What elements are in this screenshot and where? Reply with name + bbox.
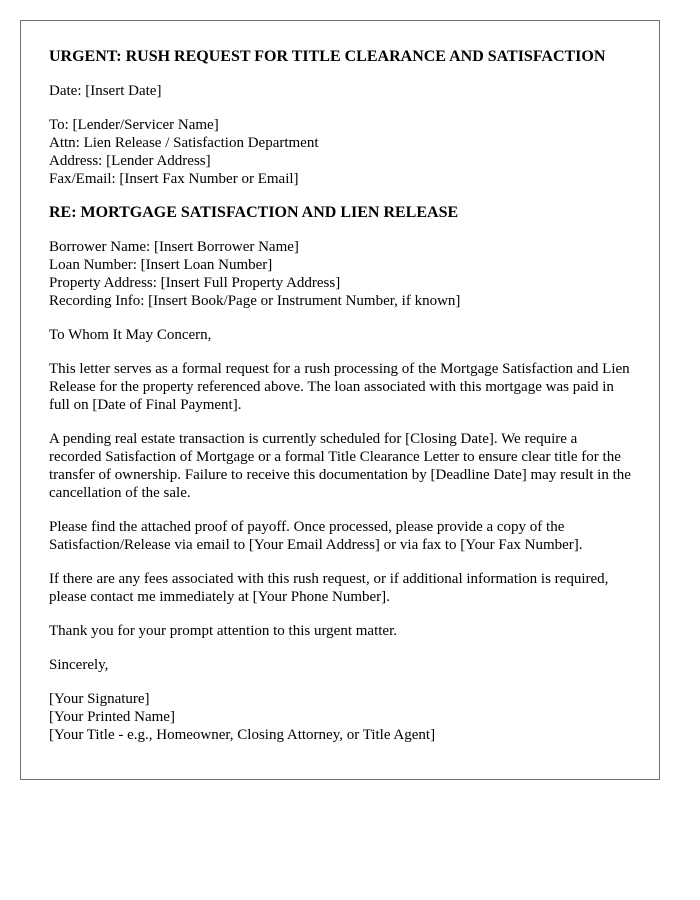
closing: Sincerely, xyxy=(49,657,109,673)
re-heading: RE: MORTGAGE SATISFACTION AND LIEN RELEASE xyxy=(49,204,459,221)
date-line: Date: [Insert Date] xyxy=(49,83,162,99)
body-paragraph: Please find the attached proof of payoff. Once processed, please provide a copy of the Satisfaction/Release via email to [Your Email Address] or via fax to [Your Fax Number]. xyxy=(49,519,583,553)
body-paragraph: If there are any fees associated with this rush request, or if additional information is required, please contact me immediately at [Your Phone Number]. xyxy=(49,571,609,605)
recipient-address-line: Address: [Lender Address] xyxy=(49,153,211,169)
body-paragraph: Thank you for your prompt attention to this urgent matter. xyxy=(49,623,397,639)
loan-number-line: Loan Number: [Insert Loan Number] xyxy=(49,257,273,273)
body-paragraph: A pending real estate transaction is currently scheduled for [Closing Date]. We require a recorded Satisfaction of Mortgage or a formal Title Clearance Letter to ensure clear title for the transfer of ownership. Failure to receive this documentation by [Deadline Date] may result in the cancellation of the sale. xyxy=(49,431,631,501)
recording-info-line: Recording Info: [Insert Book/Page or Instrument Number, if known] xyxy=(49,293,461,309)
recipient-contact-line: Fax/Email: [Insert Fax Number or Email] xyxy=(49,171,299,187)
letter-title: URGENT: RUSH REQUEST FOR TITLE CLEARANCE AND SATISFACTION xyxy=(49,48,606,65)
salutation: To Whom It May Concern, xyxy=(49,327,212,343)
signature-line: [Your Signature] xyxy=(49,691,150,707)
loan-details-block xyxy=(49,238,631,310)
letter-document xyxy=(20,20,660,780)
recipient-block xyxy=(49,116,631,188)
property-address-line: Property Address: [Insert Full Property Address] xyxy=(49,275,341,291)
recipient-attn-line: Attn: Lien Release / Satisfaction Department xyxy=(49,135,319,151)
signature-block xyxy=(49,690,631,744)
recipient-name-line: To: [Lender/Servicer Name] xyxy=(49,117,219,133)
borrower-name-line: Borrower Name: [Insert Borrower Name] xyxy=(49,239,299,255)
title-line: [Your Title - e.g., Homeowner, Closing Attorney, or Title Agent] xyxy=(49,727,436,743)
body-paragraph: This letter serves as a formal request for a rush processing of the Mortgage Satisfaction and Lien Release for the property referenced above. The loan associated with this mortgage was paid in full on [Date of Final Payment]. xyxy=(49,361,630,413)
printed-name-line: [Your Printed Name] xyxy=(49,709,175,725)
